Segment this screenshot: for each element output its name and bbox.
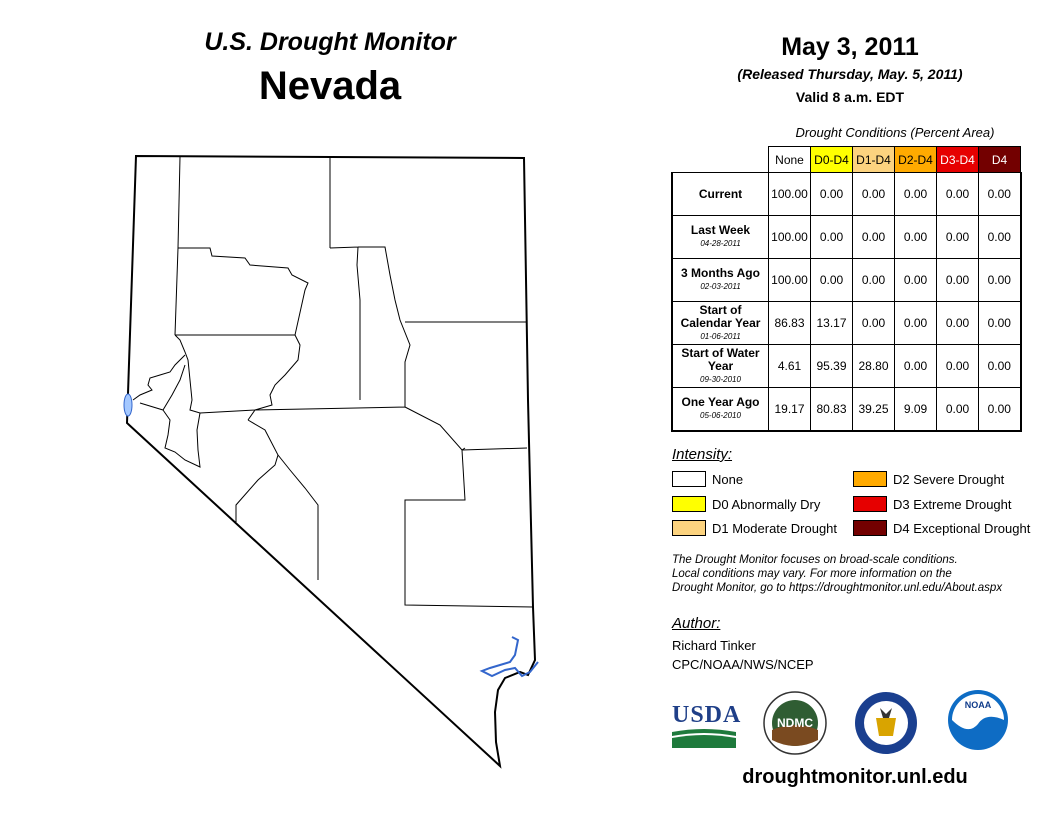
legend-d1 [672,520,837,536]
table-cell: 0.00 [895,259,937,302]
legend-label: D0 Abnormally Dry [712,496,821,512]
commerce-seal-logo [853,690,919,756]
table-cell: 0.00 [895,345,937,388]
col-d1-d4: D1-D4 [853,147,895,173]
row-date: 05-06-2010 [700,411,741,420]
table-cell: 0.00 [853,302,895,345]
legend-swatch [672,496,706,512]
legend-swatch [853,520,887,536]
table-cell: 0.00 [979,173,1021,216]
nevada-map [110,150,550,775]
table-cell: 0.00 [937,216,979,259]
table-row-start-water-year [672,345,1021,388]
author-name: Richard Tinker [672,638,756,653]
row-date: 04-28-2011 [700,239,741,248]
intensity-title: Intensity: [672,446,733,463]
table-cell: 0.00 [937,173,979,216]
map-date: May 3, 2011 [781,33,919,61]
state-title: Nevada [258,64,402,108]
row-label: Start of Calendar Year 01-06-2011 [672,302,769,345]
legend-label: D2 Severe Drought [893,471,1005,487]
row-label: Start of Water Year 09-30-2010 [672,345,769,388]
legend-label: D4 Exceptional Drought [893,520,1031,536]
info-note [672,553,1052,595]
table-cell: 19.17 [769,388,811,432]
col-d2-d4: D2-D4 [895,147,937,173]
legend-swatch [853,496,887,512]
ndmc-logo [762,690,828,756]
table-cell: 0.00 [811,173,853,216]
row-label: 3 Months Ago 02-03-2011 [672,259,769,302]
map-title: U.S. Drought Monitor [204,28,456,56]
release-date: (Released Thursday, May. 5, 2011) [737,66,963,82]
legend-d3 [853,496,1012,512]
table-cell: 4.61 [769,345,811,388]
table-cell: 0.00 [853,259,895,302]
table-cell: 100.00 [769,173,811,216]
col-d4: D4 [979,147,1021,173]
table-row-start-calendar-year [672,302,1021,345]
table-cell: 0.00 [937,259,979,302]
table-row-current [672,173,1021,216]
noaa-logo [946,688,1010,752]
lake-tahoe [124,394,132,416]
table-cell: 0.00 [979,259,1021,302]
row-date: 09-30-2010 [700,374,741,384]
table-cell: 0.00 [811,216,853,259]
table-cell: 0.00 [937,388,979,432]
table-cell: 86.83 [769,302,811,345]
table-row-3-months-ago [672,259,1021,302]
author-title: Author: [672,615,721,632]
table-cell: 39.25 [853,388,895,432]
legend-swatch [853,471,887,487]
table-cell: 0.00 [895,216,937,259]
col-d3-d4: D3-D4 [937,147,979,173]
table-cell: 0.00 [937,345,979,388]
table-row-one-year-ago [672,388,1021,432]
row-label: Current [672,173,769,216]
row-date: 01-06-2011 [700,331,741,341]
table-cell: 0.00 [853,173,895,216]
usda-logo: USDA [672,702,736,748]
legend-label: None [712,471,744,487]
note-line: Drought Monitor, go to https://droughtmonitor.unl.edu/About.aspx [672,582,1003,594]
col-none: None [769,147,811,173]
legend-label: D1 Moderate Drought [712,520,838,536]
table-cell: 0.00 [895,302,937,345]
table-cell: 0.00 [979,302,1021,345]
table-cell: 100.00 [769,216,811,259]
table-cell: 100.00 [769,259,811,302]
table-cell: 0.00 [853,216,895,259]
legend-none [672,471,743,487]
county-boundaries [133,157,533,607]
drought-conditions-table [671,146,1022,432]
table-cell: 0.00 [895,173,937,216]
table-cell: 9.09 [895,388,937,432]
table-cell: 0.00 [937,302,979,345]
table-cell: 95.39 [811,345,853,388]
col-d0-d4: D0-D4 [811,147,853,173]
table-row-last-week [672,216,1021,259]
table-corner [672,147,769,173]
note-line: The Drought Monitor focuses on broad-scale conditions. [672,554,958,566]
table-cell: 0.00 [811,259,853,302]
table-cell: 28.80 [853,345,895,388]
note-line: Local conditions may vary. For more information on the [672,568,952,580]
table-cell: 0.00 [979,388,1021,432]
row-label: One Year Ago 05-06-2010 [672,388,769,432]
row-date: 02-03-2011 [700,282,741,291]
footer-url[interactable]: droughtmonitor.unl.edu [742,766,968,788]
table-cell: 13.17 [811,302,853,345]
ndmc-logo-text: NDMC [777,716,813,730]
row-label: Last Week 04-28-2011 [672,216,769,259]
table-cell: 80.83 [811,388,853,432]
legend-d2 [853,471,1004,487]
author-org: CPC/NOAA/NWS/NCEP [672,657,814,672]
valid-time: Valid 8 a.m. EDT [795,89,905,105]
legend-label: D3 Extreme Drought [893,496,1012,512]
table-caption: Drought Conditions (Percent Area) [795,125,995,140]
legend-swatch [672,471,706,487]
noaa-logo-text: NOAA [964,700,992,710]
table-cell: 0.00 [979,216,1021,259]
table-cell: 0.00 [979,345,1021,388]
legend-d4 [853,520,1030,536]
legend-swatch [672,520,706,536]
legend-d0 [672,496,820,512]
table-header-row [672,147,1021,173]
